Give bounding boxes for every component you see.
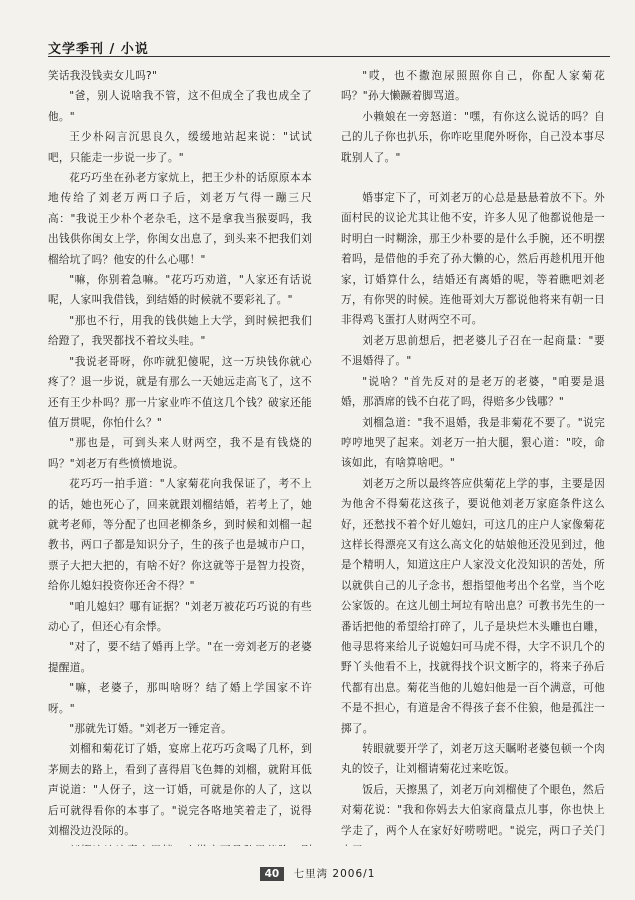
header-rule — [48, 56, 610, 57]
paragraph: "那也不行，用我的钱供她上大学，到时候把我们给蹬了，我哭都找不着坟头哇。" — [48, 314, 312, 348]
paragraph: 婚事定下了，可刘老万的心总是悬悬着放不下。外面村民的议论尤其让他不安，许多人见了他都说他是一时明白一时糊涂，那王少朴要的是什么手腕，还不明摆着吗，是借他的手充了孙大懒的心，然后再趁机甩开他家，订婚算什么，结婚还有离婚的呢，等着瞧吧刘老万，有你哭的时候。连他哥刘大万都说他将来有朝一日非得鸡飞蛋打人财两空不可。 — [341, 192, 605, 327]
paragraph: 刘老万思前想后，把老婆儿子召在一起商量："要不退婚得了。" — [341, 334, 605, 368]
page-header-title: 文学季刊 / 小说 — [48, 42, 149, 57]
paragraph: 小赖娘在一旁怒道："嘿，有你这么说话的吗？自己的儿子你也扒乐，你咋吃里爬外呀你，自己没本事尽耽别人了。" — [341, 110, 605, 164]
paragraph: "爸，别人说啥我不管，这不但成全了我也成全了他。" — [48, 90, 312, 123]
paragraph: 刘榴和菊花订了婚，宴席上花巧巧贪喝了几杯，到茅厕去的路上，看到了喜得眉飞色舞的刘榴，就附耳低声说道："人伢子，这一订婚，可就是你的人了，这以后可就得看你的本事了。"说完各咯地笑着走了，说得刘榴没边没际的。 — [48, 743, 312, 838]
right-column — [341, 66, 605, 846]
magazine-issue: 七里湾 2006/1 — [293, 868, 376, 880]
paragraph: 转眼就要开学了，刘老万这天瞩咐老婆包顿一个肉丸的饺子，让刘榴请菊花过来吃饭。 — [341, 743, 605, 776]
paragraph: 花巧巧一拍手道："人家菊花向我保证了，考不上的话，她也死心了，回来就跟刘榴结婚，若考上了，她就考老师，等分配了也回老柳条乡，到时候和刘榴一起教书，两口子都是知识分子，生的孩子也是城市户口，票子大把大把的，有啥不好？你这就等于是智力投资，给你儿媳妇投资你还舍不得？" — [48, 478, 312, 593]
paragraph: "哎，也不撒泡尿照照你自己，你配人家菊花吗？"孙大懒蹶着脚骂道。 — [341, 70, 605, 103]
paragraph: 花巧巧坐在孙老方家炕上，把王少朴的话原原本本地传给了刘老万两口子后，刘老万气得一蹦三尺高："我说王少朴个老杂毛，这不是拿我当猴耍吗，我出钱供你闺女上学，你闺女出息了，到头来不把我们刘榴给坑了吗？他安的什么心哪！" — [48, 172, 312, 266]
paragraph: 饭后，天擦黑了，刘老万向刘榴使了个眼色，然后对菊花说："我和你妈去大伯家商量点儿事，你也快上学走了，两个人在家好好唠唠吧。"说完，两口子关门 — [341, 783, 605, 837]
paragraph: "那就先订婚。"刘老万一锤定音。 — [69, 723, 233, 735]
paragraph: "对了，要不结了婚再上学。"在一旁刘老万的老婆提醒道。 — [48, 641, 312, 674]
paragraph: "说啥？"首先反对的是老万的老婆，"咱要是退婚，那酒席的钱不白花了吗，得赔多少钱哪？" — [341, 375, 605, 409]
left-column — [48, 66, 312, 846]
paragraph: "我说老哥呀，你咋就犯傻呢，这一万块钱你就心疼了？退一步说，就是有那么一天她远走高飞了，这不还有王少朴吗？那一片家业咋不值这几个钱？破家还能值万贯呢，你怕什么？" — [48, 355, 312, 429]
paragraph: 刘榴急道："我不退婚，我是非菊花不要了。"说完哼哼地哭了起来。刘老万一拍大腿，狠心道："咬，命该如此，有啥算啥吧。" — [341, 416, 605, 470]
paragraph: "那也是，可到头来人财两空，我不是有钱烧的吗？"刘老万有些愤愤地说。 — [48, 437, 312, 470]
page-number: 40 — [260, 867, 285, 881]
paragraph: "嘛，你别着急嘛。"花巧巧劝道，"人家还有话说呢，人家叫我借钱，到结婚的时候就不要彩礼了。" — [48, 274, 312, 307]
paragraph — [48, 841, 312, 846]
paragraph: 王少朴闷言沉思良久，缓缓地站起来说："试试吧，只能走一步说一步了。" — [48, 131, 312, 164]
paragraph: 笑话我没钱卖女儿吗?" — [48, 70, 158, 82]
page-footer — [0, 866, 635, 881]
paragraph: 刘老万之所以最终答应供菊花上学的事，主要是因为他舍不得菊花这孩子，要说他刘老万家庭条件这么好，还愁找不着个好儿媳妇，可这几的庄户人家像菊花这样长得漂亮又有这么高文化的姑娘他还没见到过，他是个精明人，知道这庄户人家没文化没知识的苦处，所以就供自己的儿子念书，想指望他考出个名堂，当个吃公家饭的。在这儿刨土坷垃有啥出息？可教书先生的一番话把他的希望给打碎了，儿子是块烂木头雕也白雕，他寻思将来给儿子说媳妇可马虎不得，大字不识几个的野丫头他看不上，找就得找个识文断字的，将来子孙后代都有出息。菊花当他的儿媳妇他是一百个满意，可他不是不担心，有道是舍不得孩子套不住狼，他是孤注一掷了。 — [341, 477, 605, 735]
paragraph: "嘛，老婆子，那叫啥呀？结了婚上学国家不许呀。" — [48, 682, 312, 715]
paragraph: "咱儿媳妇？哪有证据？"刘老万被花巧巧说的有些动心了，但还心有余悸。 — [48, 600, 312, 633]
